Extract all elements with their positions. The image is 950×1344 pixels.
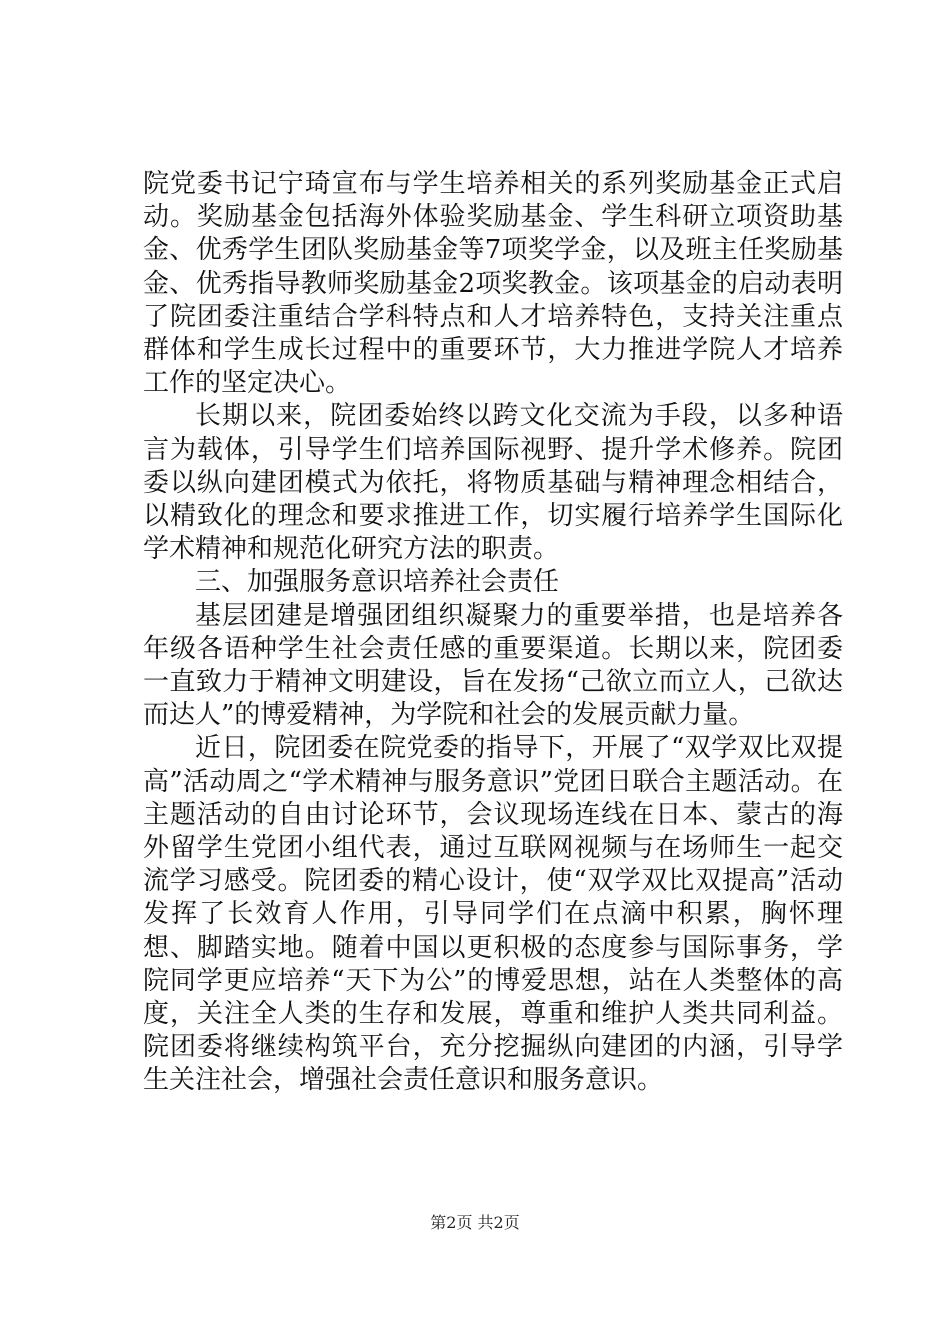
- document-body: [143, 168, 843, 1098]
- paragraph: 院党委书记宁琦宣布与学生培养相关的系列奖励基金正式启动。奖励基金包括海外体验奖励基金、学生科研立项资助基金、优秀学生团队奖励基金等7项奖学金，以及班主任奖励基金、优秀指导教师奖励基金2项奖教金。该项基金的启动表明了院团委注重结合学科特点和人才培养特色，支持关注重点群体和学生成长过程中的重要环节，大力推进学院人才培养工作的坚定决心。: [143, 169, 843, 399]
- paragraph: 基层团建是增强团组织凝聚力的重要举措，也是培养各年级各语种学生社会责任感的重要渠道。长期以来，院团委一直致力于精神文明建设，旨在发扬“己欲立而立人，己欲达而达人”的博爱精神，为学院和社会的发展贡献力量。: [143, 600, 843, 731]
- page-footer: 第2页 共2页: [430, 1213, 520, 1232]
- paragraph: 近日，院团委在院党委的指导下，开展了“双学双比双提高”活动周之“学术精神与服务意识”党团日联合主题活动。在主题活动的自由讨论环节，会议现场连线在日本、蒙古的海外留学生党团小组代表，通过互联网视频与在场师生一起交流学习感受。院团委的精心设计，使“双学双比双提高”活动发挥了长效育人作用，引导同学们在点滴中积累，胸怀理想、脚踏实地。随着中国以更积极的态度参与国际事务，学院同学更应培养“天下为公”的博爱思想，站在人类整体的高度，关注全人类的生存和发展，尊重和维护人类共同利益。院团委将继续构筑平台，充分挖掘纵向建团的内涵，引导学生关注社会，增强社会责任意识和服务意识。: [143, 733, 843, 1096]
- paragraph: 长期以来，院团委始终以跨文化交流为手段，以多种语言为载体，引导学生们培养国际视野、提升学术修养。院团委以纵向建团模式为依托，将物质基础与精神理念相结合，以精致化的理念和要求推进工作，切实履行培养学生国际化学术精神和规范化研究方法的职责。: [143, 401, 843, 565]
- section-heading: 三、加强服务意识培养社会责任: [195, 567, 560, 598]
